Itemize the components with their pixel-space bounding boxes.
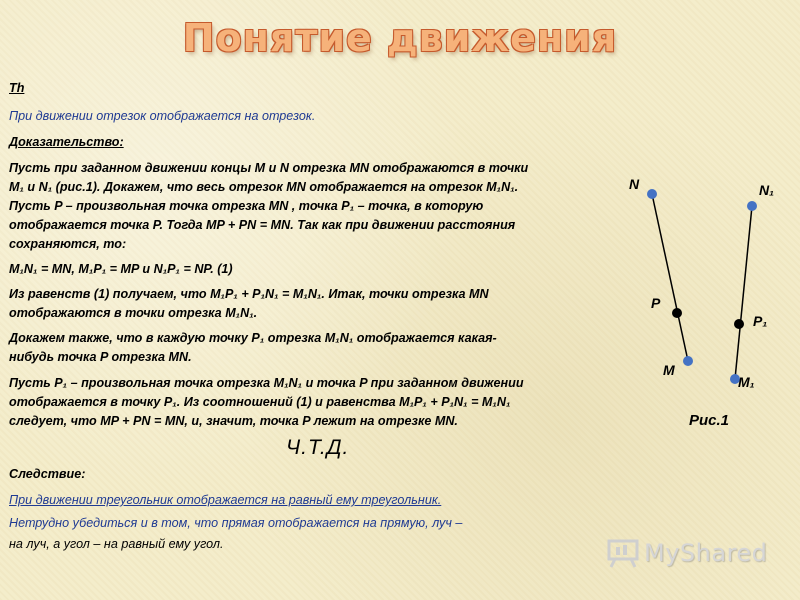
page-title: Понятие движения [182,16,618,60]
segment-m1n1 [735,206,752,379]
proof-line: Пусть P – произвольная точка отрезка MN , точка P₁ – точка, в которую [9,199,484,213]
paragraph-line: отображаются в точки отрезка M₁N₁. [9,306,258,320]
proof-line: отображается точка P. Тогда MP + PN = MN. Так как при движении расстояния [9,218,516,232]
paragraph-line: нибудь точка P отрезка MN. [9,350,192,364]
paragraph-line: Из равенств (1) получаем, что M₁P₁ + P₁N₁ = M₁N₁. Итак, точки отрезка MN [9,287,489,301]
watermark-logo [606,536,767,570]
label-p1: P₁ [753,313,768,329]
segment-mn [652,194,688,361]
equation-line: M₁N₁ = MN, M₁P₁ = MP и N₁P₁ = NP. (1) [9,262,233,276]
theorem-statement: При движении отрезок отображается на отрезок. [9,109,316,123]
point-p1 [734,319,744,329]
label-m: M [663,362,675,378]
proof-line: M₁ и N₁ (рис.1). Докажем, что весь отрезок MN отображается на отрезок M₁N₁. [9,180,519,194]
figure-caption: Рис.1 [689,412,730,429]
corollary-text: на луч, а угол – на равный ему угол. [9,537,224,551]
point-n1 [747,201,757,211]
corollary-statement: При движении треугольник отображается на равный ему треугольник. [9,493,442,507]
corollary-label: Следствие: [9,467,86,481]
label-p: P [651,295,661,311]
point-p [672,308,682,318]
paragraph-line: Пусть P₁ – произвольная точка отрезка M₁N₁ и точка P при заданном движении [9,376,524,390]
proof-line: сохраняются, то: [9,237,127,251]
watermark-text: MyShared [644,539,768,567]
paragraph-line: Докажем также, что в каждую точку P₁ отрезка M₁N₁ отображается какая- [9,331,497,345]
paragraph-line: следует, что MP + PN = MN, и, значит, точка P лежит на отрезке MN. [9,414,458,428]
point-m [683,356,693,366]
segment-diagram [600,160,800,440]
proof-line: Пусть при заданном движении концы M и N отрезка MN отображаются в точки [9,161,529,175]
paragraph-line: отображается в точку P₁. Из соотношений (1) и равенства M₁P₁ + P₁N₁ = M₁N₁ [9,395,511,409]
label-m1: M₁ [738,374,755,390]
figure-1 [600,160,800,440]
qed-mark: Ч.Т.Д. [286,436,350,459]
label-n: N [629,176,640,192]
theorem-label: Th [9,81,25,95]
proof-label: Доказательство: [9,135,124,149]
label-n1: N₁ [759,182,775,198]
corollary-text: Нетрудно убедиться и в том, что прямая отображается на прямую, луч – [9,516,463,530]
presentation-board-icon [606,537,640,569]
point-n [647,189,657,199]
